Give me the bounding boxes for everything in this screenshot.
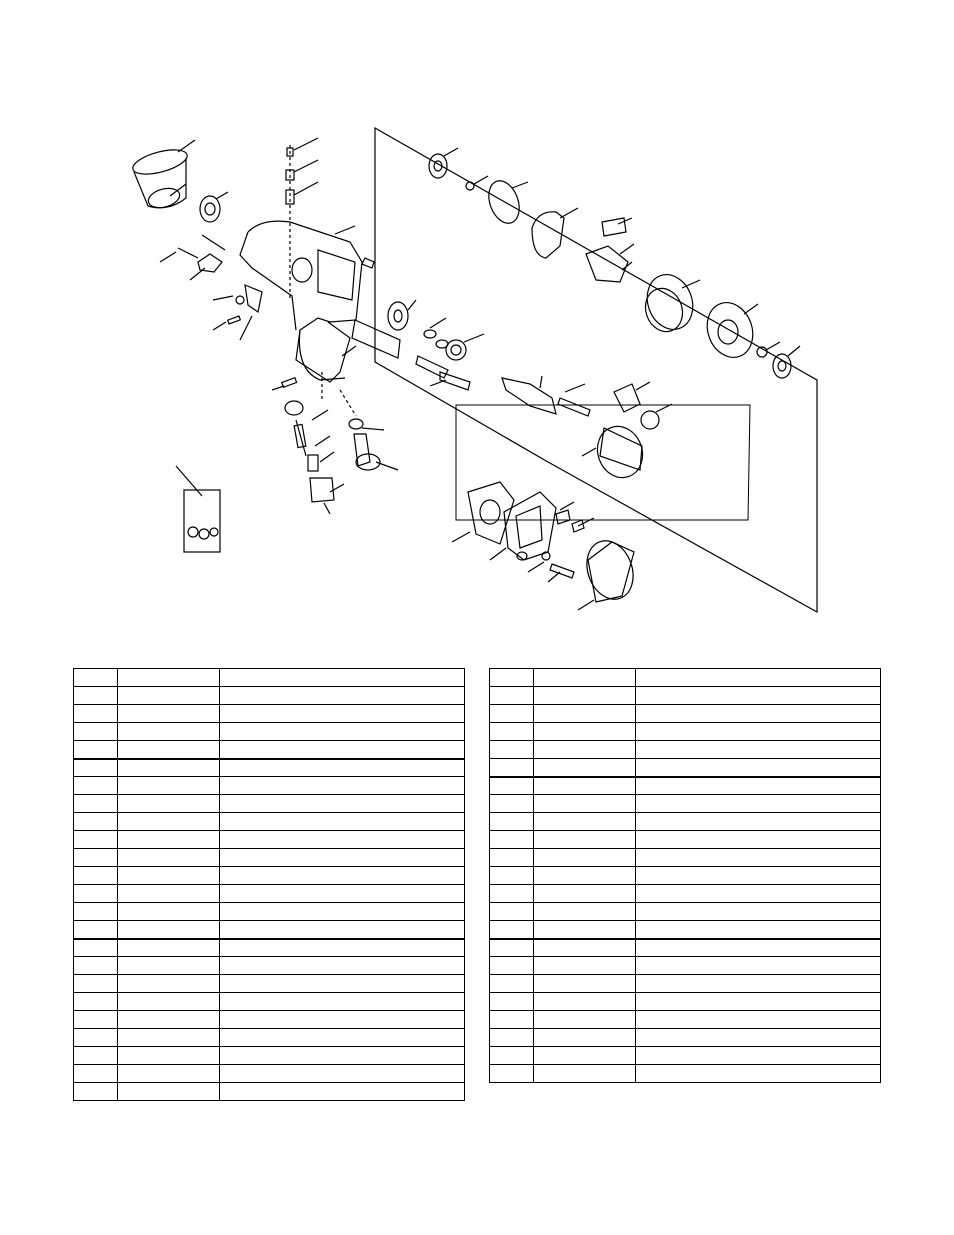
part-no-cell <box>534 885 636 903</box>
ref-no-cell <box>74 723 118 741</box>
ref-no-cell <box>490 921 534 939</box>
part-no-cell <box>118 957 220 975</box>
part-no-cell <box>118 1029 220 1047</box>
table-row <box>74 975 465 993</box>
description-cell <box>220 831 465 849</box>
table-row <box>74 777 465 795</box>
inlet-parts <box>272 372 344 514</box>
table-row <box>74 885 465 903</box>
ref-no-cell <box>74 957 118 975</box>
part-no-cell <box>118 885 220 903</box>
ref-no-cell <box>490 975 534 993</box>
description-cell <box>636 669 881 687</box>
description-cell <box>220 687 465 705</box>
part-no-cell <box>534 903 636 921</box>
table-row <box>490 1011 881 1029</box>
description-cell <box>220 1065 465 1083</box>
table-row <box>490 831 881 849</box>
ref-no-cell <box>74 1065 118 1083</box>
description-cell <box>220 777 465 795</box>
part-no-cell <box>534 669 636 687</box>
table-row <box>490 669 881 687</box>
table-row <box>74 1011 465 1029</box>
part-no-cell <box>534 993 636 1011</box>
ref-no-cell <box>490 903 534 921</box>
ref-no-cell <box>74 741 118 759</box>
hammer-parts <box>582 382 672 484</box>
description-cell <box>220 669 465 687</box>
repair-kit-bag <box>176 466 220 552</box>
boot-part <box>130 140 195 211</box>
part-no-cell <box>118 831 220 849</box>
part-no-cell <box>534 813 636 831</box>
description-cell <box>220 867 465 885</box>
table-row <box>74 921 465 939</box>
ref-no-cell <box>490 705 534 723</box>
table-row <box>490 795 881 813</box>
description-cell <box>636 1011 881 1029</box>
ref-no-cell <box>74 813 118 831</box>
part-no-cell <box>118 795 220 813</box>
table-row <box>490 1029 881 1047</box>
part-no-cell <box>118 1065 220 1083</box>
part-no-cell <box>534 939 636 957</box>
ref-no-cell <box>490 993 534 1011</box>
description-cell <box>220 849 465 867</box>
small-screws-left <box>160 235 374 340</box>
ref-no-cell <box>74 1029 118 1047</box>
ref-no-cell <box>74 885 118 903</box>
table-row <box>74 867 465 885</box>
part-no-cell <box>534 795 636 813</box>
part-no-cell <box>534 1047 636 1065</box>
description-cell <box>220 813 465 831</box>
table-row <box>490 705 881 723</box>
table-row <box>490 939 881 957</box>
ref-no-cell <box>490 723 534 741</box>
part-no-cell <box>534 741 636 759</box>
part-no-cell <box>118 777 220 795</box>
description-cell <box>636 849 881 867</box>
description-cell <box>636 975 881 993</box>
description-cell <box>220 957 465 975</box>
part-no-cell <box>534 723 636 741</box>
part-no-cell <box>534 831 636 849</box>
description-cell <box>220 1047 465 1065</box>
description-cell <box>220 795 465 813</box>
part-no-cell <box>534 687 636 705</box>
ref-no-cell <box>74 921 118 939</box>
part-no-cell <box>534 1065 636 1083</box>
part-no-cell <box>534 759 636 777</box>
table-row <box>74 795 465 813</box>
part-no-cell <box>118 903 220 921</box>
housing-part <box>240 221 362 382</box>
description-cell <box>636 885 881 903</box>
description-cell <box>220 723 465 741</box>
ref-no-cell <box>490 813 534 831</box>
part-no-cell <box>118 921 220 939</box>
part-no-cell <box>118 849 220 867</box>
front-housing-parts <box>452 482 641 610</box>
table-row <box>74 1065 465 1083</box>
table-row <box>74 831 465 849</box>
table-row <box>490 687 881 705</box>
ref-no-cell <box>74 975 118 993</box>
description-cell <box>220 1029 465 1047</box>
ref-no-cell <box>74 687 118 705</box>
description-cell <box>636 795 881 813</box>
description-cell <box>220 921 465 939</box>
description-cell <box>636 993 881 1011</box>
description-cell <box>636 705 881 723</box>
description-cell <box>636 777 881 795</box>
description-cell <box>636 939 881 957</box>
ref-no-cell <box>74 669 118 687</box>
ref-no-cell <box>490 1029 534 1047</box>
description-cell <box>220 1011 465 1029</box>
description-cell <box>636 687 881 705</box>
description-cell <box>220 903 465 921</box>
table-row <box>74 957 465 975</box>
ref-no-cell <box>74 705 118 723</box>
ref-no-cell <box>490 849 534 867</box>
motor-assembly-outline <box>375 128 817 612</box>
table-row <box>74 669 465 687</box>
description-cell <box>636 1047 881 1065</box>
description-cell <box>220 1083 465 1101</box>
table-row <box>74 813 465 831</box>
description-cell <box>636 723 881 741</box>
ref-no-cell <box>490 777 534 795</box>
table-row <box>490 957 881 975</box>
description-cell <box>220 975 465 993</box>
table-row <box>74 741 465 759</box>
ref-no-cell <box>74 1011 118 1029</box>
part-no-cell <box>118 687 220 705</box>
ref-no-cell <box>490 1047 534 1065</box>
table-row <box>74 705 465 723</box>
description-cell <box>636 921 881 939</box>
part-no-cell <box>534 1011 636 1029</box>
table-row <box>490 777 881 795</box>
part-no-cell <box>534 867 636 885</box>
description-cell <box>220 705 465 723</box>
part-no-cell <box>118 741 220 759</box>
description-cell <box>636 741 881 759</box>
table-row <box>490 1047 881 1065</box>
ref-no-cell <box>74 831 118 849</box>
parts-list-table-left <box>73 668 465 1101</box>
description-cell <box>636 831 881 849</box>
table-row <box>74 993 465 1011</box>
ref-no-cell <box>74 1083 118 1101</box>
part-no-cell <box>534 975 636 993</box>
part-no-cell <box>534 849 636 867</box>
part-no-cell <box>534 777 636 795</box>
part-no-cell <box>118 723 220 741</box>
parts-list-table-right <box>489 668 881 1083</box>
ref-no-cell <box>74 759 118 777</box>
part-no-cell <box>118 1083 220 1101</box>
table-row <box>74 1047 465 1065</box>
ref-no-cell <box>74 795 118 813</box>
description-cell <box>220 759 465 777</box>
table-row <box>74 759 465 777</box>
description-cell <box>636 1029 881 1047</box>
ref-no-cell <box>490 759 534 777</box>
ref-no-cell <box>74 777 118 795</box>
table-row <box>490 975 881 993</box>
ref-no-cell <box>490 1065 534 1083</box>
part-no-cell <box>118 669 220 687</box>
ref-no-cell <box>490 795 534 813</box>
reverse-valve-parts <box>340 390 398 470</box>
part-no-cell <box>118 1047 220 1065</box>
ref-no-cell <box>74 849 118 867</box>
table-row <box>490 759 881 777</box>
ref-no-cell <box>490 867 534 885</box>
ref-no-cell <box>490 939 534 957</box>
ref-no-cell <box>74 903 118 921</box>
description-cell <box>636 867 881 885</box>
part-no-cell <box>118 867 220 885</box>
hammer-assembly-outline <box>456 405 750 520</box>
part-no-cell <box>534 921 636 939</box>
part-no-cell <box>118 813 220 831</box>
table-row <box>490 921 881 939</box>
table-row <box>490 723 881 741</box>
ref-no-cell <box>490 885 534 903</box>
table-row <box>490 741 881 759</box>
table-row <box>490 849 881 867</box>
part-no-cell <box>534 957 636 975</box>
table-row <box>490 903 881 921</box>
ref-no-cell <box>74 939 118 957</box>
table-row <box>490 885 881 903</box>
ref-no-cell <box>490 669 534 687</box>
anvil-shaft-parts <box>342 300 590 416</box>
part-no-cell <box>118 759 220 777</box>
table-row <box>74 1029 465 1047</box>
ref-no-cell <box>490 831 534 849</box>
part-no-cell <box>118 939 220 957</box>
ref-no-cell <box>490 957 534 975</box>
description-cell <box>220 885 465 903</box>
bushing-part <box>200 192 228 222</box>
table-row <box>490 867 881 885</box>
motor-parts <box>429 148 800 378</box>
part-no-cell <box>118 705 220 723</box>
table-row <box>490 993 881 1011</box>
ref-no-cell <box>490 741 534 759</box>
ref-no-cell <box>74 867 118 885</box>
table-row <box>490 813 881 831</box>
part-no-cell <box>118 1011 220 1029</box>
ref-no-cell <box>490 1011 534 1029</box>
description-cell <box>636 1065 881 1083</box>
description-cell <box>636 957 881 975</box>
throttle-valve-parts <box>286 138 318 300</box>
description-cell <box>220 741 465 759</box>
ref-no-cell <box>74 1047 118 1065</box>
part-no-cell <box>118 975 220 993</box>
description-cell <box>636 759 881 777</box>
ref-no-cell <box>74 993 118 1011</box>
description-cell <box>220 993 465 1011</box>
table-row <box>74 687 465 705</box>
table-row <box>74 723 465 741</box>
part-no-cell <box>534 705 636 723</box>
part-no-cell <box>118 993 220 1011</box>
description-cell <box>220 939 465 957</box>
description-cell <box>636 903 881 921</box>
table-row <box>490 1065 881 1083</box>
table-row <box>74 903 465 921</box>
ref-no-cell <box>490 687 534 705</box>
part-no-cell <box>534 1029 636 1047</box>
table-row <box>74 849 465 867</box>
table-row <box>74 1083 465 1101</box>
table-row <box>74 939 465 957</box>
description-cell <box>636 813 881 831</box>
